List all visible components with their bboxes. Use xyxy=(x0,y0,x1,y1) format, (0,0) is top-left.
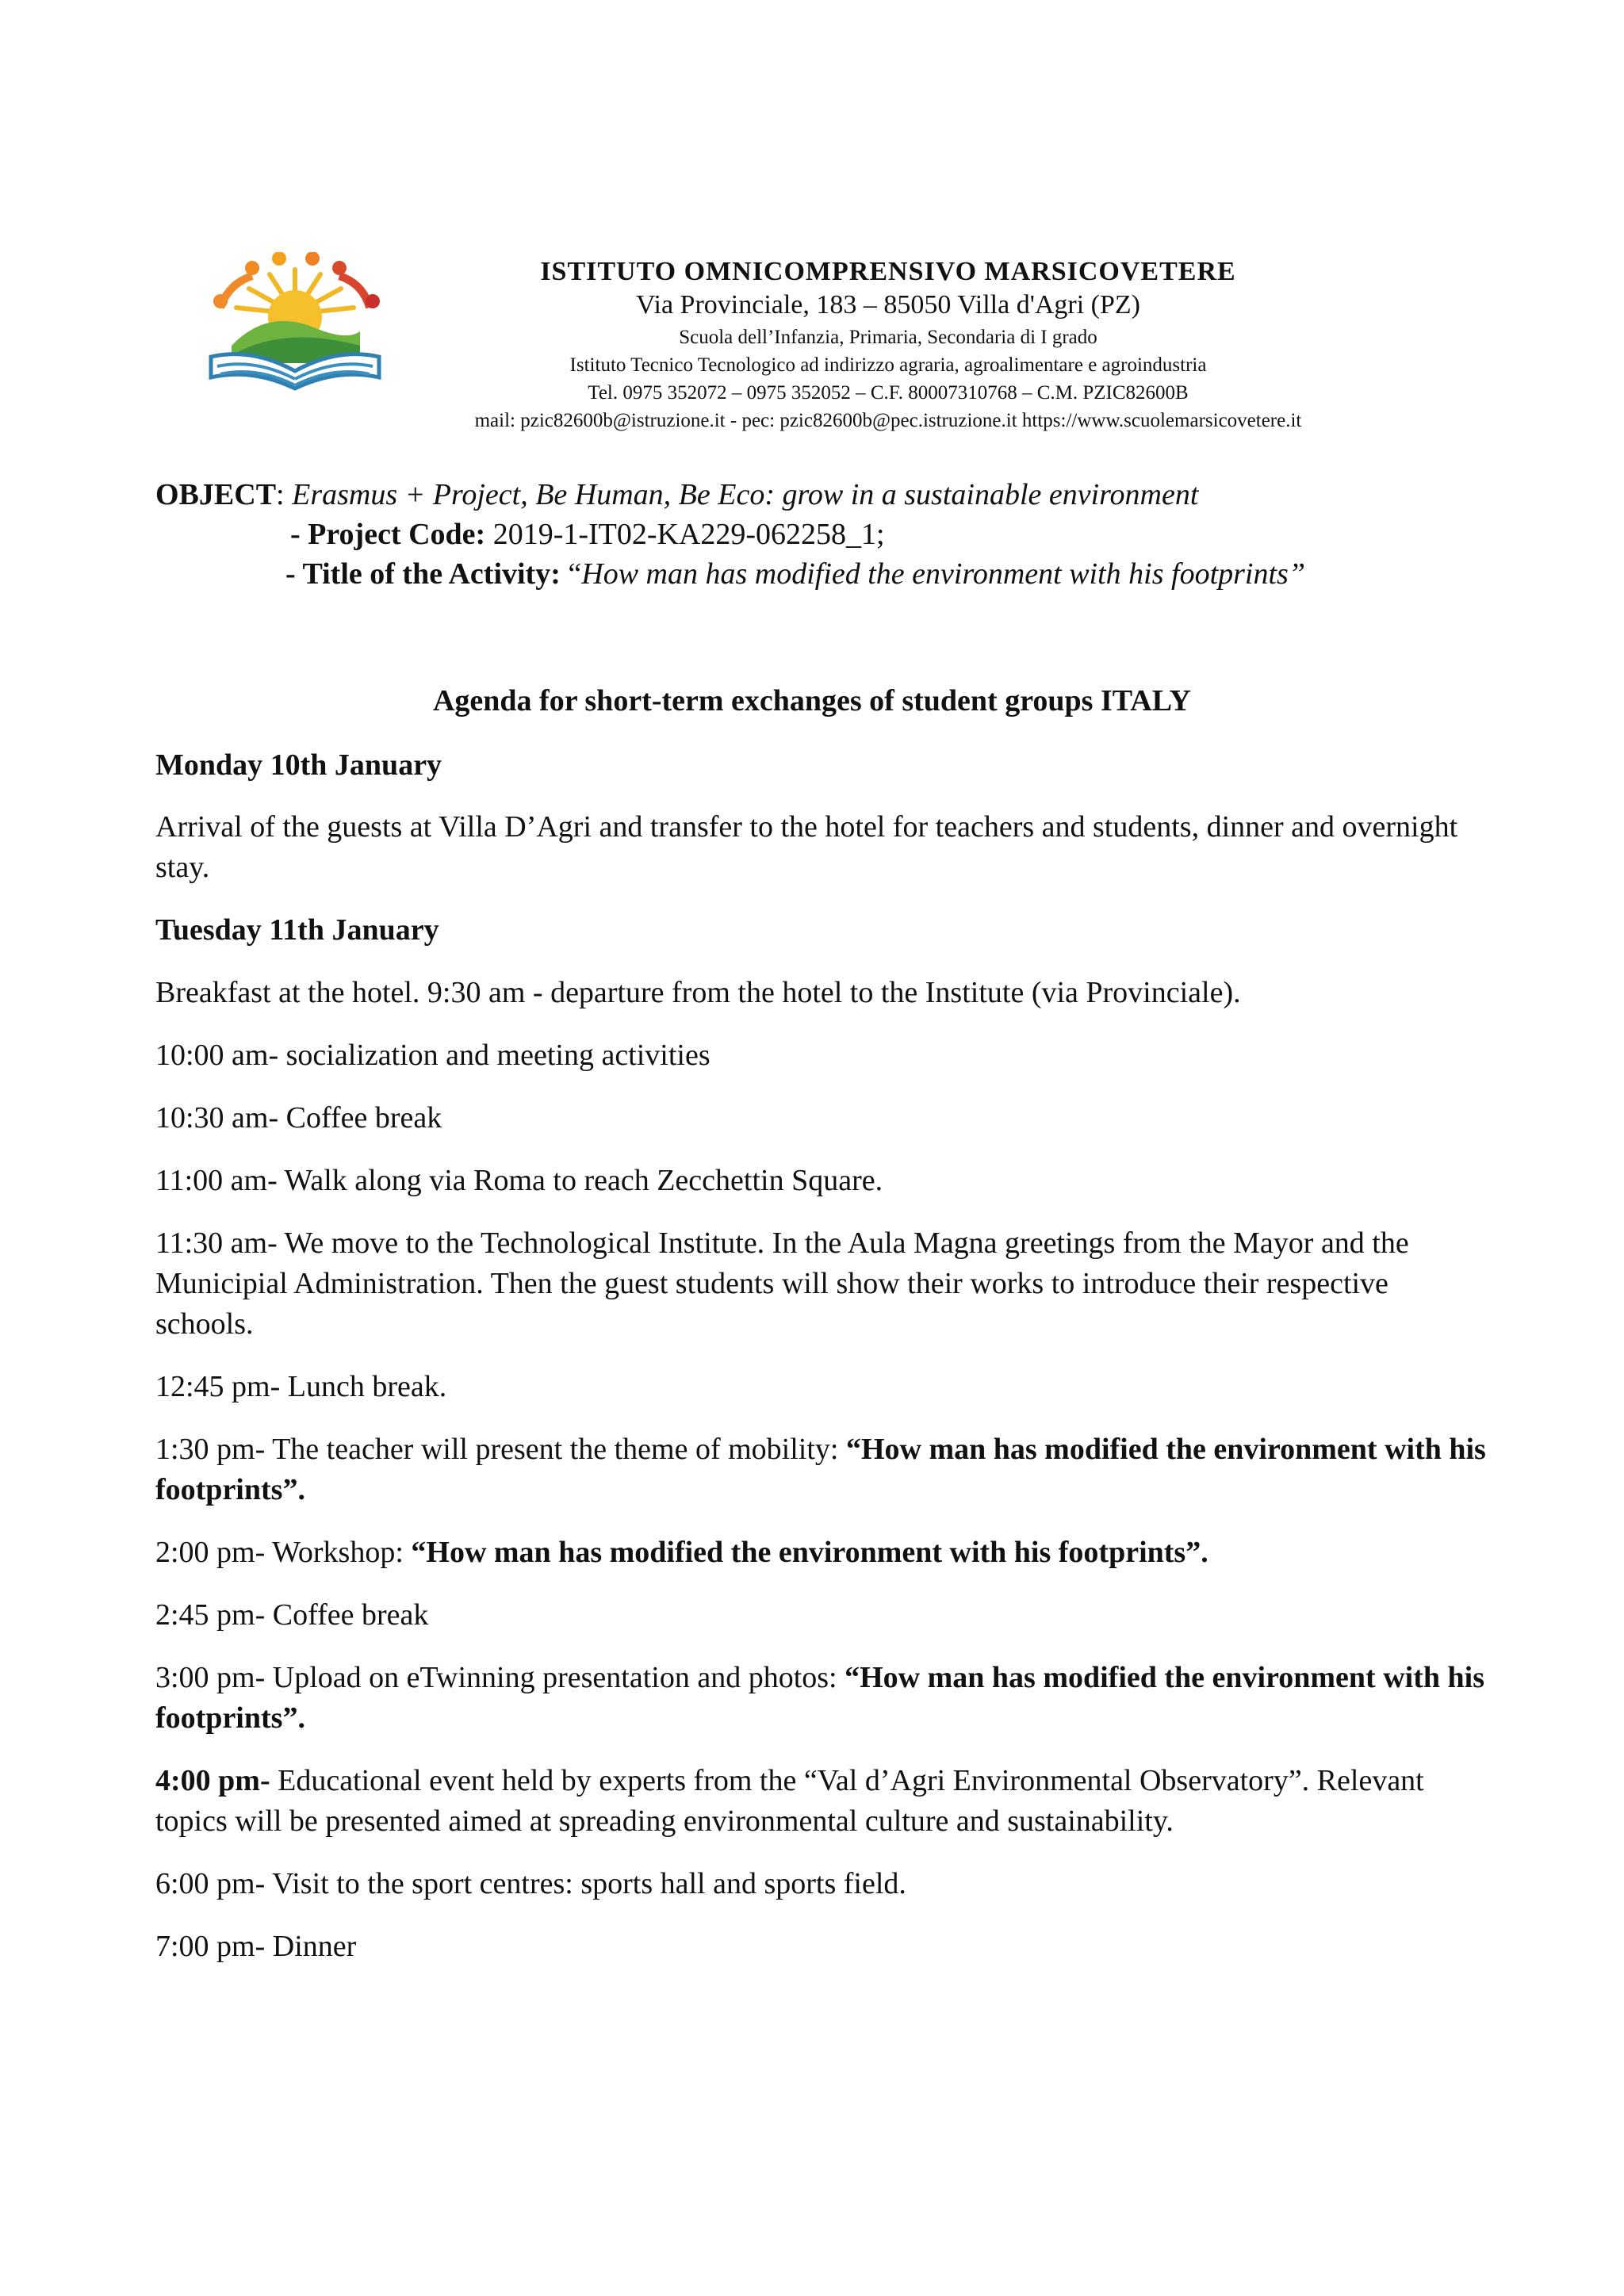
agenda-item xyxy=(155,1658,1488,1739)
institute-schools: Scuola dell’Infanzia, Primaria, Secondaria di I grado xyxy=(679,327,1097,348)
agenda-item: 6:00 pm- Visit to the sport centres: sports hall and sports field. xyxy=(155,1867,906,1900)
object-text: Erasmus + Project, Be Human, Be Eco: grow in a sustainable environment xyxy=(292,478,1199,511)
institute-technical: Istituto Tecnico Tecnologico ad indirizzo agraria, agroalimentare e agroindustria xyxy=(569,354,1207,376)
project-code: 2019-1-IT02-KA229-062258_1; xyxy=(492,518,885,551)
agenda-item: 11:30 am- We move to the Technological Institute. In the Aula Magna greetings from the Mayor and the Municipial Administration. Then the guest students will show their works to introduce their respective schools. xyxy=(155,1226,1409,1341)
day-heading: Monday 10th January xyxy=(155,748,442,782)
agenda-item: 10:00 am- socialization and meeting activities xyxy=(155,1039,710,1072)
institute-phone: Tel. 0975 352072 – 0975 352052 – C.F. 80007310768 – C.M. PZIC82600B xyxy=(588,382,1189,404)
activity-title-label: - Title of the Activity: xyxy=(285,557,561,591)
activity-title: How man has modified the environment with his footprints xyxy=(581,557,1289,591)
agenda-item-highlight: “How man has modified the environment with his footprints”. xyxy=(155,1433,1486,1506)
institute-address: Via Provinciale, 183 – 85050 Villa d'Agri (PZ) xyxy=(636,290,1140,320)
agenda-item: 2:45 pm- Coffee break xyxy=(155,1598,429,1632)
agenda-item-highlight: “How man has modified the environment with his footprints”. xyxy=(155,1661,1484,1735)
institute-name: ISTITUTO OMNICOMPRENSIVO MARSICOVETERE xyxy=(540,257,1236,286)
project-code-label: - Project Code: xyxy=(290,518,486,551)
agenda-item-text: 2:00 pm- Workshop: xyxy=(155,1536,412,1569)
agenda-item xyxy=(155,1429,1488,1510)
agenda-item: 11:00 am- Walk along via Roma to reach Zecchettin Square. xyxy=(155,1164,883,1197)
agenda-item: Breakfast at the hotel. 9:30 am - departure from the hotel to the Institute (via Provinciale). xyxy=(155,976,1241,1009)
agenda-item xyxy=(155,1761,1488,1842)
agenda-item-text: Educational event held by experts from the “Val d’Agri Environmental Observatory”. Relevant topics will be presented aimed at spreading environmental culture and sustainability. xyxy=(155,1764,1424,1838)
agenda-item: Arrival of the guests at Villa D’Agri and transfer to the hotel for teachers and students, dinner and overnight stay. xyxy=(155,810,1458,884)
object-line: OBJECT: Erasmus + Project, Be Human, Be Eco: grow in a sustainable environment xyxy=(155,478,1199,511)
day-heading: Tuesday 11th January xyxy=(155,913,439,947)
agenda-item-highlight: “How man has modified the environment with his footprints”. xyxy=(411,1536,1208,1569)
school-logo-icon xyxy=(197,252,393,393)
agenda-item xyxy=(155,1533,1488,1573)
agenda-item-text: 1:30 pm- The teacher will present the theme of mobility: xyxy=(155,1433,846,1466)
activity-title-line: - Title of the Activity: “How man has modified the environment with his footprints” xyxy=(285,557,1305,591)
agenda-item: 7:00 pm- Dinner xyxy=(155,1930,357,1963)
institute-contacts: mail: pzic82600b@istruzione.it - pec: pzic82600b@pec.istruzione.it https://www.scuolemarsicovetere.it xyxy=(474,410,1302,431)
agenda-item: 12:45 pm- Lunch break. xyxy=(155,1370,447,1403)
agenda-item-time: 4:00 pm- xyxy=(155,1764,270,1797)
agenda-title: Agenda for short-term exchanges of student groups ITALY xyxy=(432,684,1191,718)
project-code-line xyxy=(290,517,885,552)
agenda-item: 10:30 am- Coffee break xyxy=(155,1101,442,1135)
agenda-item-text: 3:00 pm- Upload on eTwinning presentation and photos: xyxy=(155,1661,845,1694)
object-label: OBJECT xyxy=(155,478,277,511)
